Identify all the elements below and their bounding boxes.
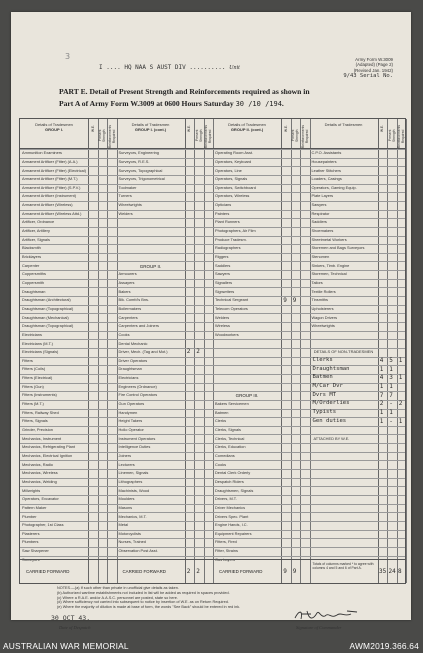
trade-label: Loaders, Casings xyxy=(311,176,342,182)
trade-label: Draughtsmen, Signals xyxy=(215,487,254,493)
note-line: (b) Authorized wartime establishments not included in list will be added as required in spaces provided. xyxy=(57,590,230,595)
trade-label: Surveyors xyxy=(22,556,40,562)
we-value: 7 xyxy=(379,391,384,399)
trade-label: Pattern Maker xyxy=(22,504,47,510)
grand-total-value: 8 xyxy=(398,568,402,575)
commander-signature xyxy=(291,608,361,622)
carried-forward-value: 9 xyxy=(283,568,287,575)
we-value: 1 xyxy=(379,417,384,425)
row-line xyxy=(20,322,405,323)
row-line xyxy=(20,504,405,505)
trade-label: Fitters (M.T.) xyxy=(22,401,44,407)
row-line xyxy=(20,287,405,288)
trade-label: Fitters, Railway Shed xyxy=(22,409,59,415)
unit-label: Unit xyxy=(229,65,240,71)
trade-label: Fitters (Electrical) xyxy=(22,375,53,381)
trade-label: Armament Artificer (Wireless Attd.) xyxy=(22,210,82,216)
non-tradesman-name: M/Orderlies xyxy=(312,400,350,407)
accession-number: AWM2019.366.64 xyxy=(349,641,419,651)
trade-label: Height Takers xyxy=(118,418,143,424)
trade-label: Radiographers xyxy=(215,245,241,251)
trade-label: Upholsterers xyxy=(311,305,334,311)
trade-label: Lecturers xyxy=(118,461,135,467)
non-tradesman-name: Draughtsman xyxy=(312,365,350,372)
trade-label: Operators, Excavator xyxy=(22,496,59,502)
trade-label: Motorcyclists xyxy=(118,530,141,536)
number-column-header: Reinforcements Required xyxy=(397,119,407,149)
trade-label: Photographers, Air Film xyxy=(215,228,256,234)
trade-label: Fitters (Coils) xyxy=(22,366,46,372)
trade-label: Wheelwrights xyxy=(311,323,335,329)
column-header: Details of Tradesmen xyxy=(310,119,378,149)
trade-label: Operators, Keyboard xyxy=(215,158,252,164)
serial-number: 9/43 Serial No. xyxy=(343,73,393,80)
trade-label: Clerks, Education xyxy=(215,444,246,450)
trade-label: Grinder, Precision xyxy=(22,427,53,432)
trade-label: Mechanics, Instrument xyxy=(22,435,62,441)
column-header: Details of Tradesmen GROUP II. (cont.) xyxy=(213,119,281,149)
trade-label: Bricklayers xyxy=(22,254,42,259)
trade-label: Sawyers xyxy=(215,271,230,277)
carried-forward-value: 2 xyxy=(186,568,191,575)
trade-label: Fitters (Gun) xyxy=(22,383,44,389)
trade-label: Metal xyxy=(118,522,129,528)
present-strength-value: 3 xyxy=(389,374,393,382)
trade-label: Plate Layers xyxy=(311,193,334,199)
trade-label: Machinists, Wood xyxy=(118,487,150,493)
trade-label: Surveyors, R.E.S. xyxy=(118,158,150,164)
trade-label: Saddlers xyxy=(215,262,231,268)
trade-label: Draughtsman (Topographical) xyxy=(22,305,74,311)
number-column-header: Present Strength xyxy=(194,119,204,149)
trade-label: Joiners xyxy=(118,452,132,458)
trade-label: Produce Tradesm. xyxy=(215,236,247,242)
we-value: 1 xyxy=(379,365,384,373)
row-line xyxy=(20,218,405,219)
grand-total-value: 35 xyxy=(379,568,387,575)
trade-label: Turners xyxy=(118,193,132,199)
trade-label: Hollo Operator xyxy=(118,427,144,432)
number-column-header: Reinforcements Required xyxy=(300,119,310,149)
trade-label: Wagon Drivers xyxy=(311,314,338,320)
trade-label: Tinsmiths xyxy=(311,297,329,303)
row-line xyxy=(20,469,405,470)
trade-label: Mechanics, Refrigerating Plant xyxy=(22,444,75,450)
trade-label: Surveyors, Trigonometrical xyxy=(118,176,165,182)
signature-label: Signature of Commander xyxy=(296,625,342,630)
trade-label: Technical Sergeant xyxy=(215,297,249,303)
trade-label: Mechanics, Welding xyxy=(22,478,57,484)
we-value: 4 xyxy=(379,357,384,365)
trade-label: Carpenters and Joiners xyxy=(118,323,159,329)
trade-label: Mechanics, Radio xyxy=(22,461,53,467)
trade-label: Electricians (M.T.) xyxy=(22,340,53,346)
number-column-divider xyxy=(397,119,408,583)
trade-label: Lithographers xyxy=(118,478,143,484)
trade-label: Fitter, Strains xyxy=(215,548,238,554)
unit-name: HQ NAA S AUST DIV xyxy=(124,64,186,71)
trade-label: Blacksmith xyxy=(22,245,41,251)
row-line xyxy=(20,426,405,427)
non-tradesman-name: M/Car Dvr xyxy=(312,383,343,390)
trade-label: Drivers, M.T. xyxy=(215,496,237,502)
trade-label: Plumbers xyxy=(22,539,39,545)
trade-label: Armament Artificer (Wireless) xyxy=(22,202,73,208)
unit-line: I .... HQ NAA S AUST DIV .......... Unit xyxy=(99,64,240,71)
form-ref-line: Army Form W.3009 xyxy=(355,57,393,62)
trade-label: Artificer, Artillery xyxy=(22,228,50,234)
trade-label: Stenomen xyxy=(311,254,330,259)
trade-label: Driver Mechanics xyxy=(215,504,246,510)
form-reference xyxy=(318,57,393,80)
carried-forward-label: CARRIED FORWARD xyxy=(219,569,263,574)
trade-label: Bakers xyxy=(118,288,131,294)
number-column-header: Reinforcements Required xyxy=(204,119,214,149)
trade-label: Engine Hands, I.C. xyxy=(215,522,248,528)
trade-label: Mechanics, Wireless xyxy=(22,470,58,476)
trade-label: Fitters (Instruments) xyxy=(22,392,57,398)
number-column-header: W.E. xyxy=(185,119,195,149)
trade-label: Blk. Comfd's Bns. xyxy=(118,297,150,303)
trade-label: Handymen xyxy=(118,409,138,415)
note-line: NOTES.—(a) If such other than private in unofficial give details as taken. xyxy=(57,586,179,590)
trade-label: Coppersmith xyxy=(22,279,45,285)
trade-label: Linemen, Signals xyxy=(118,470,149,476)
trade-label: Dental Clerk Orderly xyxy=(215,470,251,476)
row-line xyxy=(20,460,405,461)
trade-label: Millwrights xyxy=(22,487,41,493)
present-strength-value: 1 xyxy=(389,409,393,416)
trade-label: Cooks xyxy=(118,331,130,337)
form-sheet xyxy=(11,12,411,630)
row-line xyxy=(20,478,405,479)
number-column-header: Present Strength xyxy=(98,119,108,149)
trade-label: Engineers (Ordnance) xyxy=(118,383,157,389)
row-line xyxy=(20,383,405,384)
trade-label: Saddlers xyxy=(311,219,327,225)
attached-label: ATTACHED BY W.E. xyxy=(313,435,350,441)
row-line xyxy=(20,547,405,548)
trade-label: Sawyers xyxy=(311,202,327,208)
trade-label: Welders xyxy=(215,314,230,320)
trade-label: Plumber xyxy=(22,513,37,519)
trade-label: Despatch Riders xyxy=(215,478,244,484)
column-header: Details of Tradesmen GROUP I. (cont.) xyxy=(117,119,185,149)
trade-label: Batmen xyxy=(215,409,229,415)
trade-label: Intelligence Duties xyxy=(118,444,151,450)
trade-label: Draughtsman xyxy=(22,288,46,294)
trade-label: Surveyors, Engineering xyxy=(118,150,159,156)
part-e-title xyxy=(59,86,379,110)
non-tradesman-name: Gen duties xyxy=(312,417,347,424)
trade-label: Painters xyxy=(215,210,230,216)
present-strength-value: 7 xyxy=(389,391,393,399)
trade-label: Carpenters xyxy=(118,314,138,320)
trade-label: Operating Room Asst. xyxy=(215,150,254,156)
trade-label: Electricians xyxy=(118,375,139,381)
trade-label: Artificer, Ordnance xyxy=(22,219,55,225)
trade-label: Gun Operators xyxy=(118,401,145,407)
row-line xyxy=(20,253,405,254)
row-line xyxy=(20,530,405,531)
row-line xyxy=(20,339,405,340)
trade-label: Fitters, Fired xyxy=(215,539,237,545)
trade-label: Textile Rollers xyxy=(311,288,336,294)
row-line xyxy=(20,296,405,297)
trade-label: Welders xyxy=(118,210,133,216)
we-value: 1 xyxy=(379,383,384,391)
carried-forward-row xyxy=(20,556,405,584)
we-value: 1 xyxy=(379,409,384,416)
trade-label: Surveyors, Topographical xyxy=(118,167,163,173)
row-line xyxy=(20,236,405,237)
trade-label: Carpenter xyxy=(22,262,40,268)
non-tradesman-name: Dvrs MT xyxy=(312,391,337,398)
present-strength-value: 5 xyxy=(389,357,393,365)
trade-label: Electricians xyxy=(22,331,42,337)
trade-label: Artificer, Signals xyxy=(22,236,50,242)
present-strength-value: 2 xyxy=(196,348,200,356)
carried-forward-value: 9 xyxy=(292,568,297,575)
present-strength-value: 1 xyxy=(389,383,393,391)
group-heading: GROUP III. xyxy=(235,393,259,399)
trade-label: Storemen and Bags Surveyors xyxy=(311,245,365,251)
non-tradesman-name: Typists xyxy=(312,409,337,415)
trade-label: Boilermakers xyxy=(118,305,142,311)
column-header: Details of Tradesmen GROUP I. xyxy=(20,119,88,149)
number-column-header: W.E. xyxy=(378,119,388,149)
trade-label: Operators, Switchboard xyxy=(215,184,256,190)
number-column-header: W.E. xyxy=(281,119,291,149)
carried-forward-value: 2 xyxy=(196,568,200,575)
trade-label: Housepainters xyxy=(311,158,337,164)
trade-label: Riggers xyxy=(215,254,229,259)
reinforcement-value: 1 xyxy=(398,417,403,425)
trade-label: Clerks, Signals xyxy=(215,427,241,432)
row-line xyxy=(20,227,405,228)
note-line: (d) Where sufficiency not carried into subsequent to notice by insertion of W.E. as on Return Required. xyxy=(57,600,229,605)
number-column-header: Present Strength xyxy=(291,119,301,149)
trade-label: Equipment Repairers xyxy=(215,530,252,536)
form-ref-line: (Adapted) (Page 2) xyxy=(355,62,393,68)
trade-label: Plasterers xyxy=(22,530,40,536)
row-line xyxy=(20,305,405,306)
trade-label: Ammunition Examiners xyxy=(22,150,63,156)
title-line-2: Part A of Army Form W.3009 at 0600 Hours Saturday 30 /10 /194. xyxy=(59,99,284,108)
unit-prefix: I xyxy=(99,64,103,71)
trade-label: Photographer, 1st Class xyxy=(22,522,64,528)
non-tradesmen-heading: DETAILS OF NON-TRADESMEN xyxy=(313,348,374,354)
number-column-header: Reinforcements Required xyxy=(107,119,117,149)
row-line xyxy=(20,201,405,202)
present-strength-value: 1 xyxy=(389,365,393,373)
trade-label: Operators, Line xyxy=(215,167,242,173)
reinforcement-value: 1 xyxy=(398,374,403,382)
trade-label: Nurses, Trained xyxy=(118,539,146,545)
group-heading: GROUP II. xyxy=(139,263,162,269)
number-column-header: Present Strength xyxy=(387,119,397,149)
trade-label: Armament Artificer (Fitter) (S.P.V.) xyxy=(22,184,81,190)
row-line xyxy=(20,495,405,496)
trade-label: Opticians xyxy=(215,202,232,208)
present-strength-value: - xyxy=(389,400,393,408)
row-line xyxy=(20,512,405,513)
trade-label: Sheetmetal Workers xyxy=(311,236,347,242)
trade-label: Armament Artificer (Fitter) (M.T.) xyxy=(22,176,78,182)
present-strength-value: - xyxy=(389,417,393,425)
trade-label: Signwriters xyxy=(215,288,235,294)
trade-label: Armament Artificer (Fitter) (Electrical) xyxy=(22,167,86,173)
trade-label: Leather Stitchers xyxy=(311,167,341,173)
totals-label: Totals of columns marked * to agree with columns 4 and 5 and 6 of Part A. xyxy=(312,562,374,570)
row-line xyxy=(20,391,405,392)
row-line xyxy=(20,538,405,539)
trade-label: Fitters xyxy=(22,357,33,363)
pencil-mark: 3 xyxy=(65,52,71,61)
row-line xyxy=(20,357,405,358)
trade-label: C.P.O. Assistants xyxy=(311,150,342,156)
row-line xyxy=(20,556,405,557)
trade-label: Drivers Spec. Plant xyxy=(215,513,249,519)
we-value: 2 xyxy=(379,400,384,408)
trade-label: Shoemakers xyxy=(311,228,334,234)
we-value: 9 xyxy=(283,296,287,304)
row-line xyxy=(20,192,405,193)
row-line xyxy=(20,443,405,444)
row-line xyxy=(20,331,405,332)
trade-label: Coppersmiths xyxy=(22,271,47,277)
row-line xyxy=(20,521,405,522)
row-line xyxy=(20,149,405,150)
grand-total-value: 24 xyxy=(388,568,396,575)
row-line xyxy=(20,313,405,314)
form-ref-line: (Revised Jan. 1942) xyxy=(353,67,393,73)
trade-label: Draughtsman (Mechanical) xyxy=(22,314,69,320)
trade-label: Armament Artificer (Instrument) xyxy=(22,193,77,199)
non-tradesman-name: Clerks xyxy=(312,357,333,364)
row-line xyxy=(20,270,405,271)
trade-label: Driver Operators xyxy=(118,357,148,363)
trade-label: Assayers xyxy=(118,279,135,285)
carried-forward-label: CARRIED FORWARD xyxy=(26,569,70,574)
trade-label: Driver, Mech. (Tag and Mot.) xyxy=(118,349,168,355)
trade-label: Fitters, Signals xyxy=(22,418,48,424)
trade-label: Wheelwrights xyxy=(118,202,142,208)
trade-label: Dental Mechanic xyxy=(118,340,148,346)
report-date: 30 /10 /194 xyxy=(235,100,282,108)
trade-label: Armourers xyxy=(118,271,137,277)
trade-label: Instrument Operators xyxy=(118,435,156,441)
we-value: 2 xyxy=(186,348,191,356)
note-line: (c) Where a R.A.E. and/or A.A.S.C. personnel are posted, state so here. xyxy=(57,595,178,600)
trade-label: Clerks xyxy=(215,418,227,424)
row-line xyxy=(20,279,405,280)
trade-label: Electricians (Signals) xyxy=(22,349,59,355)
trade-label: Gas Layers xyxy=(215,556,235,562)
carried-forward-label: CARRIED FORWARD xyxy=(122,569,166,574)
trade-label: Wireless xyxy=(215,323,230,329)
despatch-date: 30 OCT 43. xyxy=(51,614,91,622)
archive-caption: AUSTRALIAN WAR MEMORIAL xyxy=(3,641,129,651)
trade-label: Clerks, Technical xyxy=(215,435,245,441)
trade-label: Operators, Wireless xyxy=(215,193,250,199)
trade-label: Telecom Operators xyxy=(215,305,248,311)
title-line-1: PART E. Detail of Present Strength and Reinforcements required as shown in xyxy=(59,87,310,96)
trade-label: Mechanics, Electrical Ignition xyxy=(22,452,73,458)
non-tradesman-name: Batmen xyxy=(312,374,333,381)
trade-label: Moulders xyxy=(118,496,135,502)
trade-label: Draughtsman xyxy=(118,366,142,372)
we-value: 4 xyxy=(379,374,384,382)
trade-label: Operators, Signals xyxy=(215,176,248,182)
number-column-header: W.E. xyxy=(88,119,98,149)
strength-table xyxy=(19,118,406,584)
trade-label: Respirator xyxy=(311,210,330,216)
trade-label: Cooks xyxy=(215,461,227,467)
trade-label: Bakers Servicemen xyxy=(215,401,249,407)
trade-label: Sinkers, Timb. Engine xyxy=(311,262,350,268)
trade-label: Plant Runners xyxy=(215,219,240,225)
trade-label: Storemen, Technical xyxy=(311,271,347,277)
present-strength-value: 9 xyxy=(292,296,297,304)
trade-label: Armament Artificer (Fitter) (A.A.) xyxy=(22,158,78,164)
notes-block xyxy=(57,586,377,610)
despatch-date-label: Date of Despatch xyxy=(59,625,91,630)
trade-label: Draughtsman (Architectural) xyxy=(22,297,71,303)
row-line xyxy=(20,452,405,453)
row-line xyxy=(20,409,405,410)
trade-label: Tailors xyxy=(311,279,323,285)
row-line xyxy=(20,374,405,375)
reinforcement-value: 2 xyxy=(398,400,403,408)
trade-label: Saw Sharpener xyxy=(22,548,49,554)
trade-label: Signallers xyxy=(215,279,233,285)
trade-label: Toolmaker xyxy=(118,184,137,190)
trade-label: Comedians xyxy=(215,452,235,458)
trade-label: Masons xyxy=(118,504,133,510)
row-line xyxy=(20,417,405,418)
trade-label: Observation Post Asst. xyxy=(118,548,158,554)
trade-label: Mechanics, M.T. xyxy=(118,513,147,519)
trade-label: Woodworkers xyxy=(215,331,239,337)
reinforcement-value: 1 xyxy=(398,357,403,365)
trade-label: Operators, Gaming Equip. xyxy=(311,184,357,190)
trade-label: Draughtsman (Topographical) xyxy=(22,323,74,329)
note-line: (e) Where the majority of dilution is made at base of form, the words "See Back" should be entered in red ink. xyxy=(57,605,241,610)
row-line xyxy=(20,486,405,487)
trade-label: Fire Control Operators xyxy=(118,392,158,398)
